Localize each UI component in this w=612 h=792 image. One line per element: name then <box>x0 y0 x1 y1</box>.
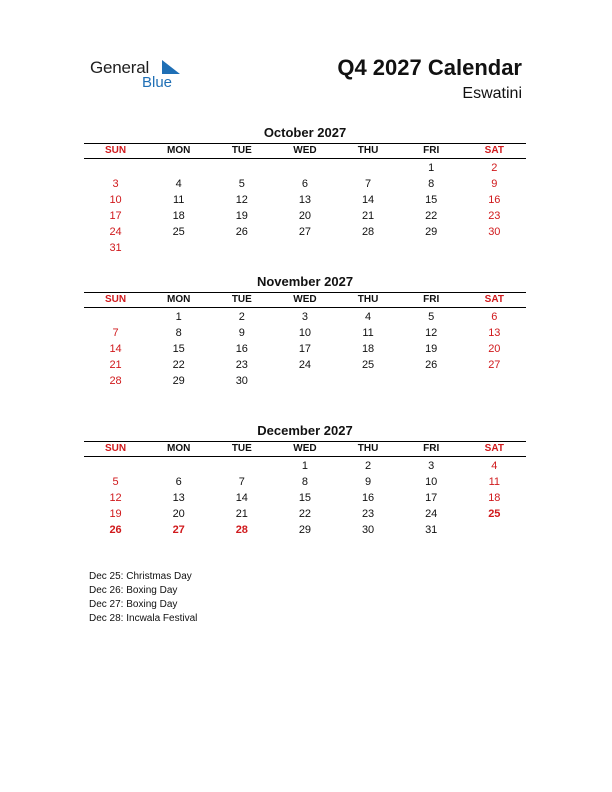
week-row <box>84 192 526 208</box>
day-cell: 6 <box>175 476 182 488</box>
weekday-label-mon: MON <box>167 145 191 156</box>
day-cell: 5 <box>428 311 435 323</box>
day-cell: 27 <box>488 359 501 371</box>
day-cell: 5 <box>112 476 119 488</box>
page-title: Q4 2027 Calendar <box>337 55 522 80</box>
week-row <box>84 373 526 389</box>
week-row <box>84 224 526 240</box>
day-cell: 19 <box>109 508 122 520</box>
day-cell: 9 <box>238 327 245 339</box>
day-cell: 25 <box>172 226 185 238</box>
day-cell: 23 <box>488 210 501 222</box>
empty-day-cell <box>273 160 336 176</box>
day-cell: 24 <box>298 359 312 371</box>
month-november <box>84 274 526 389</box>
country-name: Eswatini <box>462 85 522 102</box>
day-cell: 22 <box>425 210 438 222</box>
month-title: October 2027 <box>263 125 347 140</box>
weekday-header-row <box>84 144 526 159</box>
day-cell: 18 <box>361 343 375 355</box>
day-cell: 10 <box>109 194 122 206</box>
empty-day-cell <box>337 373 400 389</box>
holiday-entry: Dec 25: Christmas Day <box>89 571 192 582</box>
day-cell: 29 <box>172 375 185 387</box>
week-row <box>84 490 526 506</box>
week-row <box>84 458 526 474</box>
day-cell: 8 <box>175 327 182 339</box>
day-cell: 20 <box>488 343 501 355</box>
day-cell: 18 <box>488 492 501 504</box>
day-cell: 29 <box>298 524 312 536</box>
day-cell: 22 <box>172 359 185 371</box>
day-cell: 14 <box>109 343 122 355</box>
week-row <box>84 474 526 490</box>
weekday-label-thu: THU <box>357 294 379 305</box>
day-cell: 23 <box>361 508 375 520</box>
day-cell: 1 <box>175 311 182 323</box>
day-cell: 10 <box>425 476 438 488</box>
day-cell: 11 <box>362 327 374 339</box>
empty-day-cell <box>210 160 273 176</box>
holiday-list <box>89 570 197 626</box>
weekday-label-thu: THU <box>357 145 379 156</box>
logo-text-general: General <box>90 58 150 77</box>
day-cell: 10 <box>298 327 312 339</box>
day-cell: 5 <box>238 178 245 190</box>
weekday-label-wed: WED <box>293 294 317 305</box>
day-cell: 22 <box>298 508 312 520</box>
day-cell: 17 <box>109 210 122 222</box>
day-cell: 14 <box>235 492 248 504</box>
day-cell: 2 <box>491 162 498 174</box>
day-cell: 16 <box>235 343 248 355</box>
day-cell: 28 <box>109 375 122 387</box>
weekday-label-tue: TUE <box>231 145 252 156</box>
day-cell: 14 <box>361 194 375 206</box>
day-cell: 27 <box>172 524 185 536</box>
month-title: November 2027 <box>256 274 354 289</box>
week-row <box>84 176 526 192</box>
day-cell: 4 <box>175 178 182 190</box>
day-cell: 26 <box>425 359 438 371</box>
week-row <box>84 160 526 176</box>
empty-day-cell <box>147 160 210 176</box>
weekday-label-tue: TUE <box>231 443 252 454</box>
day-cell: 9 <box>365 476 372 488</box>
week-row <box>84 240 526 256</box>
day-cell: 3 <box>112 178 119 190</box>
day-cell: 21 <box>361 210 375 222</box>
weekday-label-mon: MON <box>167 443 191 454</box>
day-cell: 6 <box>301 178 308 190</box>
day-cell: 30 <box>235 375 248 387</box>
day-cell: 8 <box>428 178 435 190</box>
week-row <box>84 309 526 325</box>
day-cell: 4 <box>365 311 372 323</box>
empty-day-cell <box>463 373 526 389</box>
day-cell: 13 <box>488 327 501 339</box>
weekday-header-row <box>84 442 526 457</box>
empty-day-cell <box>273 373 336 389</box>
day-cell: 15 <box>298 492 312 504</box>
day-cell: 7 <box>365 178 372 190</box>
empty-day-cell <box>210 240 273 256</box>
empty-day-cell <box>273 240 336 256</box>
week-row <box>84 357 526 373</box>
day-cell: 2 <box>365 460 372 472</box>
month-december <box>84 423 526 538</box>
day-cell: 19 <box>425 343 438 355</box>
day-cell: 15 <box>172 343 185 355</box>
weekday-label-sat: SAT <box>484 145 504 156</box>
day-cell: 28 <box>361 226 375 238</box>
day-cell: 8 <box>301 476 308 488</box>
day-cell: 18 <box>172 210 185 222</box>
day-cell: 21 <box>109 359 122 371</box>
day-cell: 31 <box>425 524 438 536</box>
day-cell: 23 <box>235 359 248 371</box>
month-title: December 2027 <box>257 423 353 438</box>
day-cell: 7 <box>238 476 245 488</box>
week-row <box>84 522 526 538</box>
weekday-label-sun: SUN <box>105 145 127 156</box>
weekday-label-fri: FRI <box>423 443 440 454</box>
empty-day-cell <box>84 309 147 325</box>
day-cell: 29 <box>425 226 438 238</box>
holiday-entry: Dec 27: Boxing Day <box>89 599 178 610</box>
day-cell: 27 <box>298 226 312 238</box>
day-cell: 12 <box>425 327 438 339</box>
day-cell: 11 <box>172 194 185 206</box>
generalblue-logo <box>90 56 190 96</box>
day-cell: 19 <box>235 210 248 222</box>
day-cell: 26 <box>235 226 248 238</box>
day-cell: 20 <box>298 210 312 222</box>
day-cell: 1 <box>428 162 435 174</box>
weekday-header-row <box>84 293 526 308</box>
empty-day-cell <box>84 160 147 176</box>
weekday-label-mon: MON <box>167 294 191 305</box>
weekday-label-wed: WED <box>293 145 317 156</box>
empty-day-cell <box>337 240 400 256</box>
empty-day-cell <box>463 240 526 256</box>
day-cell: 6 <box>491 311 498 323</box>
day-cell: 25 <box>361 359 375 371</box>
day-cell: 30 <box>361 524 375 536</box>
week-row <box>84 341 526 357</box>
day-cell: 24 <box>425 508 438 520</box>
day-cell: 28 <box>235 524 248 536</box>
day-cell: 4 <box>491 460 498 472</box>
weekday-label-sun: SUN <box>105 294 127 305</box>
day-cell: 17 <box>298 343 312 355</box>
day-cell: 24 <box>109 226 122 238</box>
week-row <box>84 208 526 224</box>
day-cell: 12 <box>109 492 122 504</box>
day-cell: 30 <box>488 226 501 238</box>
day-cell: 2 <box>238 311 245 323</box>
weekday-label-wed: WED <box>293 443 317 454</box>
day-cell: 16 <box>488 194 501 206</box>
empty-day-cell <box>337 160 400 176</box>
weekday-label-fri: FRI <box>423 294 440 305</box>
holiday-entry: Dec 28: Incwala Festival <box>89 613 198 624</box>
weekday-label-thu: THU <box>357 443 379 454</box>
weekday-label-sat: SAT <box>484 443 504 454</box>
day-cell: 13 <box>298 194 312 206</box>
weekday-label-sat: SAT <box>484 294 504 305</box>
month-october <box>84 125 526 256</box>
day-cell: 7 <box>112 327 119 339</box>
holiday-entry: Dec 26: Boxing Day <box>89 585 178 596</box>
logo-text-blue: Blue <box>142 74 173 91</box>
day-cell: 15 <box>425 194 438 206</box>
empty-day-cell <box>463 522 526 538</box>
logo-triangle-icon <box>162 60 180 74</box>
day-cell: 20 <box>172 508 185 520</box>
empty-day-cell <box>84 458 147 474</box>
day-cell: 11 <box>488 476 501 488</box>
day-cell: 16 <box>361 492 375 504</box>
day-cell: 13 <box>172 492 185 504</box>
day-cell: 12 <box>235 194 248 206</box>
day-cell: 31 <box>109 242 122 254</box>
day-cell: 25 <box>488 508 501 520</box>
empty-day-cell <box>147 458 210 474</box>
weekday-label-fri: FRI <box>423 145 440 156</box>
empty-day-cell <box>400 373 463 389</box>
day-cell: 9 <box>491 178 498 190</box>
day-cell: 3 <box>428 460 435 472</box>
day-cell: 26 <box>109 524 122 536</box>
day-cell: 3 <box>301 311 308 323</box>
empty-day-cell <box>210 458 273 474</box>
empty-day-cell <box>400 240 463 256</box>
week-row <box>84 325 526 341</box>
day-cell: 17 <box>425 492 438 504</box>
weekday-label-tue: TUE <box>231 294 252 305</box>
week-row <box>84 506 526 522</box>
empty-day-cell <box>147 240 210 256</box>
weekday-label-sun: SUN <box>105 443 127 454</box>
day-cell: 1 <box>301 460 308 472</box>
day-cell: 21 <box>235 508 248 520</box>
